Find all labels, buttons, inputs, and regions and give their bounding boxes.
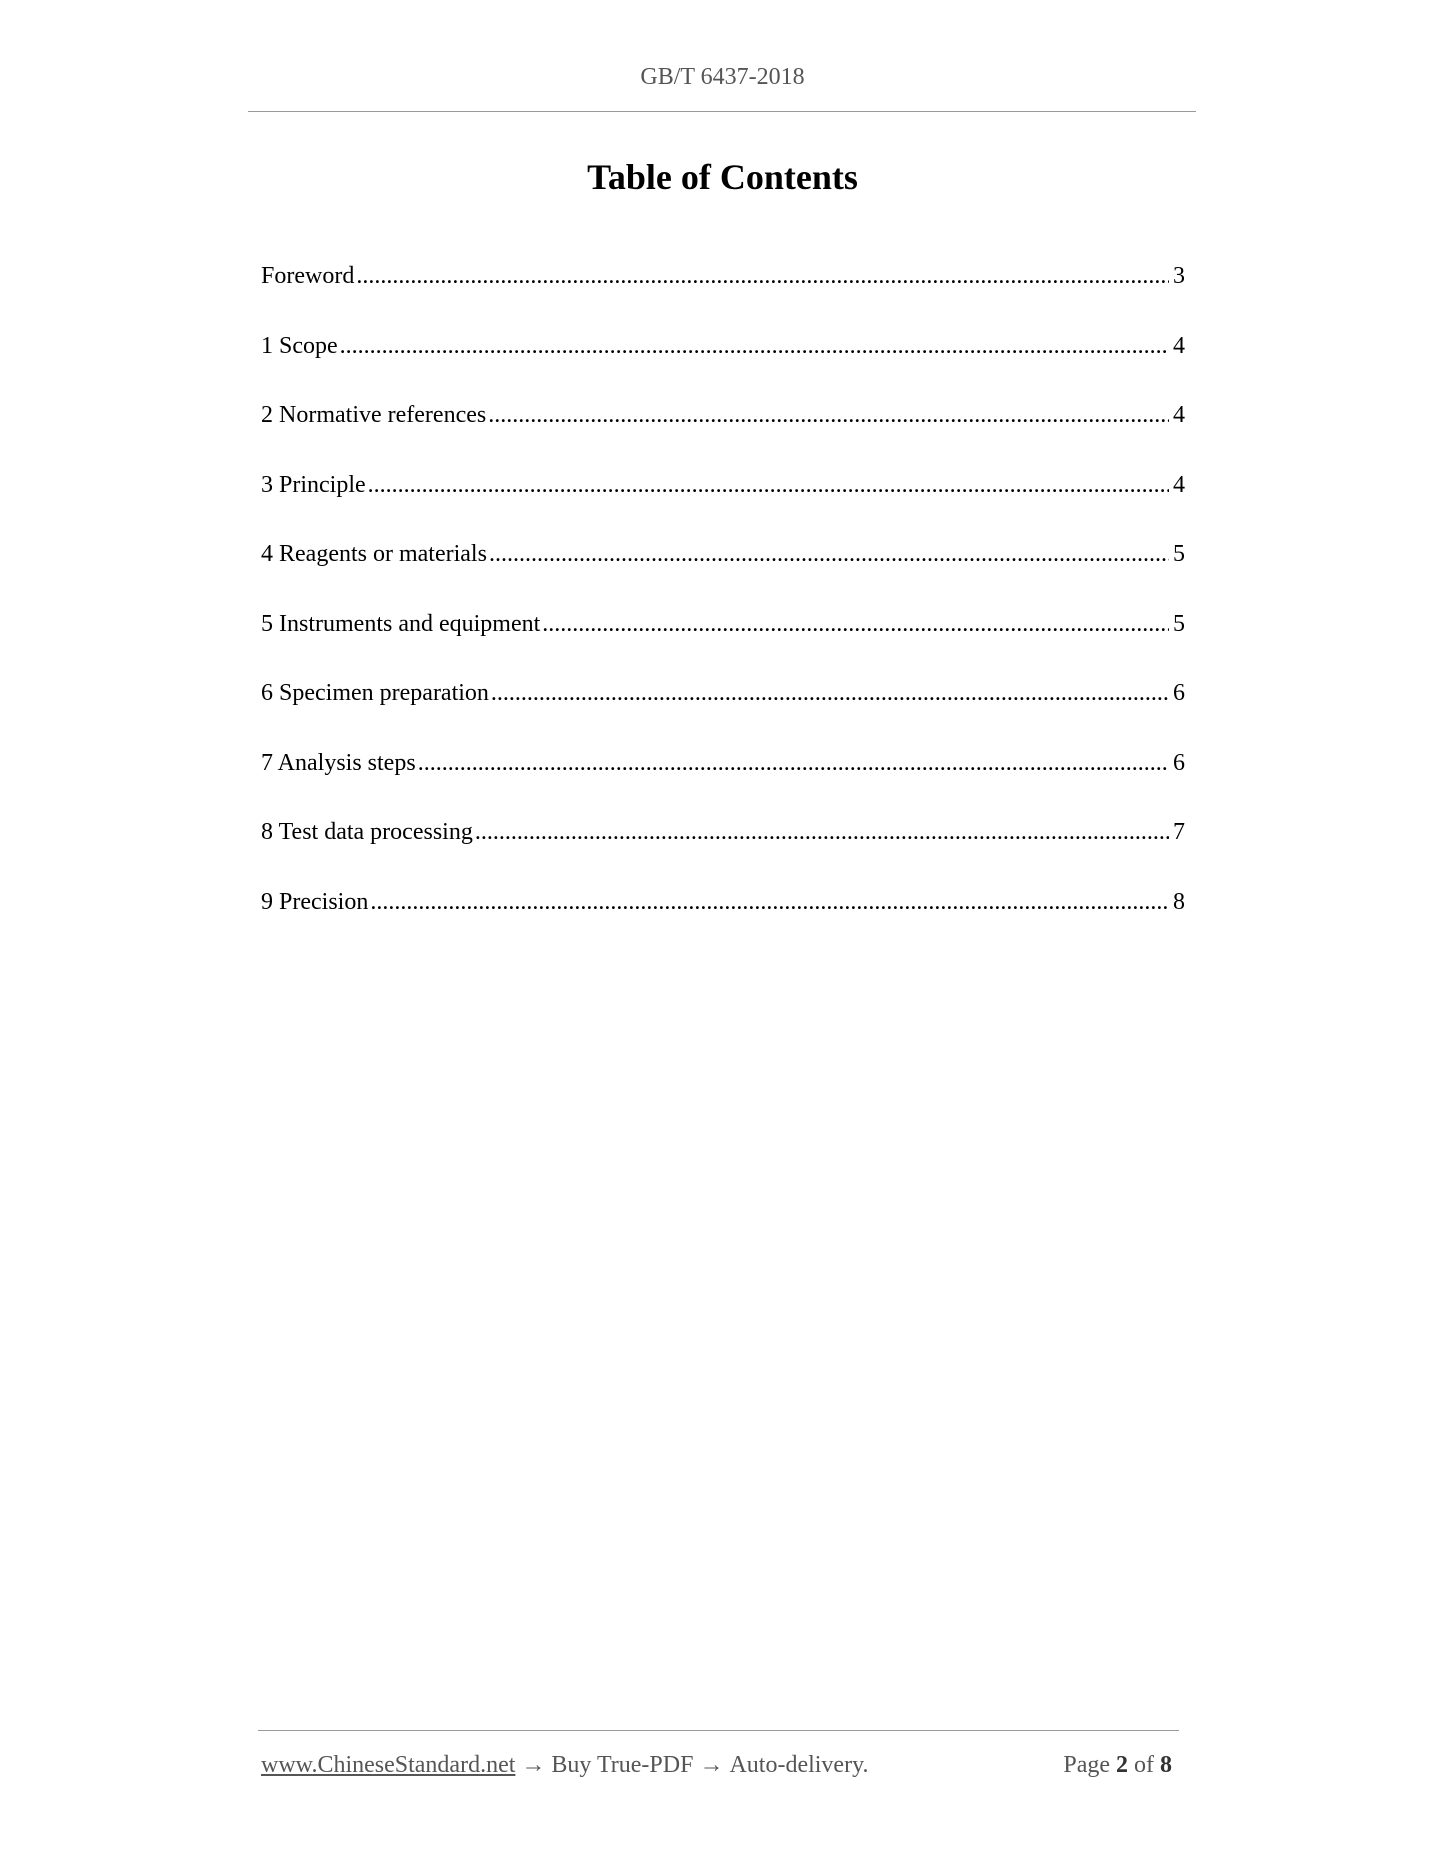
toc-page-number: 5 <box>1173 610 1185 637</box>
toc-page-number: 5 <box>1173 541 1185 567</box>
toc-entry-reagents[interactable] <box>261 541 1185 611</box>
toc-page-number: 3 <box>1173 263 1185 289</box>
toc-entry-label: 7 Analysis steps <box>261 749 416 776</box>
right-arrow-icon: → <box>699 1752 724 1778</box>
footer-divider <box>258 1730 1179 1731</box>
toc-entry-scope[interactable] <box>261 333 1185 403</box>
toc-dot-leader <box>542 611 1169 638</box>
toc-entry-foreword[interactable] <box>261 263 1185 333</box>
toc-entry-normative-references[interactable] <box>261 402 1185 472</box>
site-link[interactable]: www.ChineseStandard.net <box>261 1752 516 1778</box>
toc-entry-label: 9 Precision <box>261 888 369 915</box>
toc-dot-leader <box>368 472 1169 499</box>
of-word: of <box>1134 1752 1154 1778</box>
total-pages-number: 8 <box>1160 1752 1172 1778</box>
toc-page-number: 6 <box>1173 680 1185 706</box>
toc-dot-leader <box>418 750 1169 777</box>
toc-page-number: 4 <box>1173 332 1185 359</box>
toc-entry-test-data-processing[interactable] <box>261 819 1185 889</box>
toc-entry-label: 1 Scope <box>261 332 338 359</box>
toc-dot-leader <box>370 889 1169 916</box>
toc-dot-leader <box>475 819 1169 846</box>
page-title: Table of Contents <box>587 157 858 197</box>
toc-entry-analysis-steps[interactable] <box>261 750 1185 820</box>
toc-dot-leader <box>356 263 1169 290</box>
toc-dot-leader <box>340 333 1169 360</box>
toc-entry-label: 8 Test data processing <box>261 819 473 845</box>
toc-page-number: 8 <box>1173 888 1185 915</box>
table-of-contents <box>261 263 1185 958</box>
page-counter <box>1063 1752 1178 1779</box>
toc-entry-label: 4 Reagents or materials <box>261 541 487 567</box>
running-header: GB/T 6437-2018 <box>640 64 805 90</box>
page-word: Page <box>1063 1752 1110 1778</box>
toc-entry-specimen-preparation[interactable] <box>261 680 1185 750</box>
header-divider <box>248 111 1196 112</box>
toc-dot-leader <box>489 541 1169 568</box>
toc-page-number: 6 <box>1173 749 1185 776</box>
buy-true-pdf-text: Buy True-PDF <box>551 1752 694 1778</box>
toc-entry-principle[interactable] <box>261 472 1185 542</box>
toc-entry-label: Foreword <box>261 263 355 289</box>
toc-page-number: 4 <box>1173 471 1185 498</box>
auto-delivery-text: Auto-delivery. <box>729 1752 869 1778</box>
toc-entry-label: 6 Specimen preparation <box>261 680 489 706</box>
toc-entry-label: 3 Principle <box>261 471 366 498</box>
current-page-number: 2 <box>1116 1752 1128 1778</box>
toc-entry-instruments[interactable] <box>261 611 1185 681</box>
right-arrow-icon: → <box>521 1752 546 1778</box>
toc-dot-leader <box>491 680 1169 707</box>
toc-dot-leader <box>488 402 1169 429</box>
toc-page-number: 7 <box>1173 819 1185 845</box>
toc-entry-label: 5 Instruments and equipment <box>261 610 541 637</box>
toc-entry-precision[interactable] <box>261 889 1185 959</box>
footer-promo <box>261 1752 869 1779</box>
toc-entry-label: 2 Normative references <box>261 402 487 428</box>
toc-page-number: 4 <box>1173 402 1185 428</box>
